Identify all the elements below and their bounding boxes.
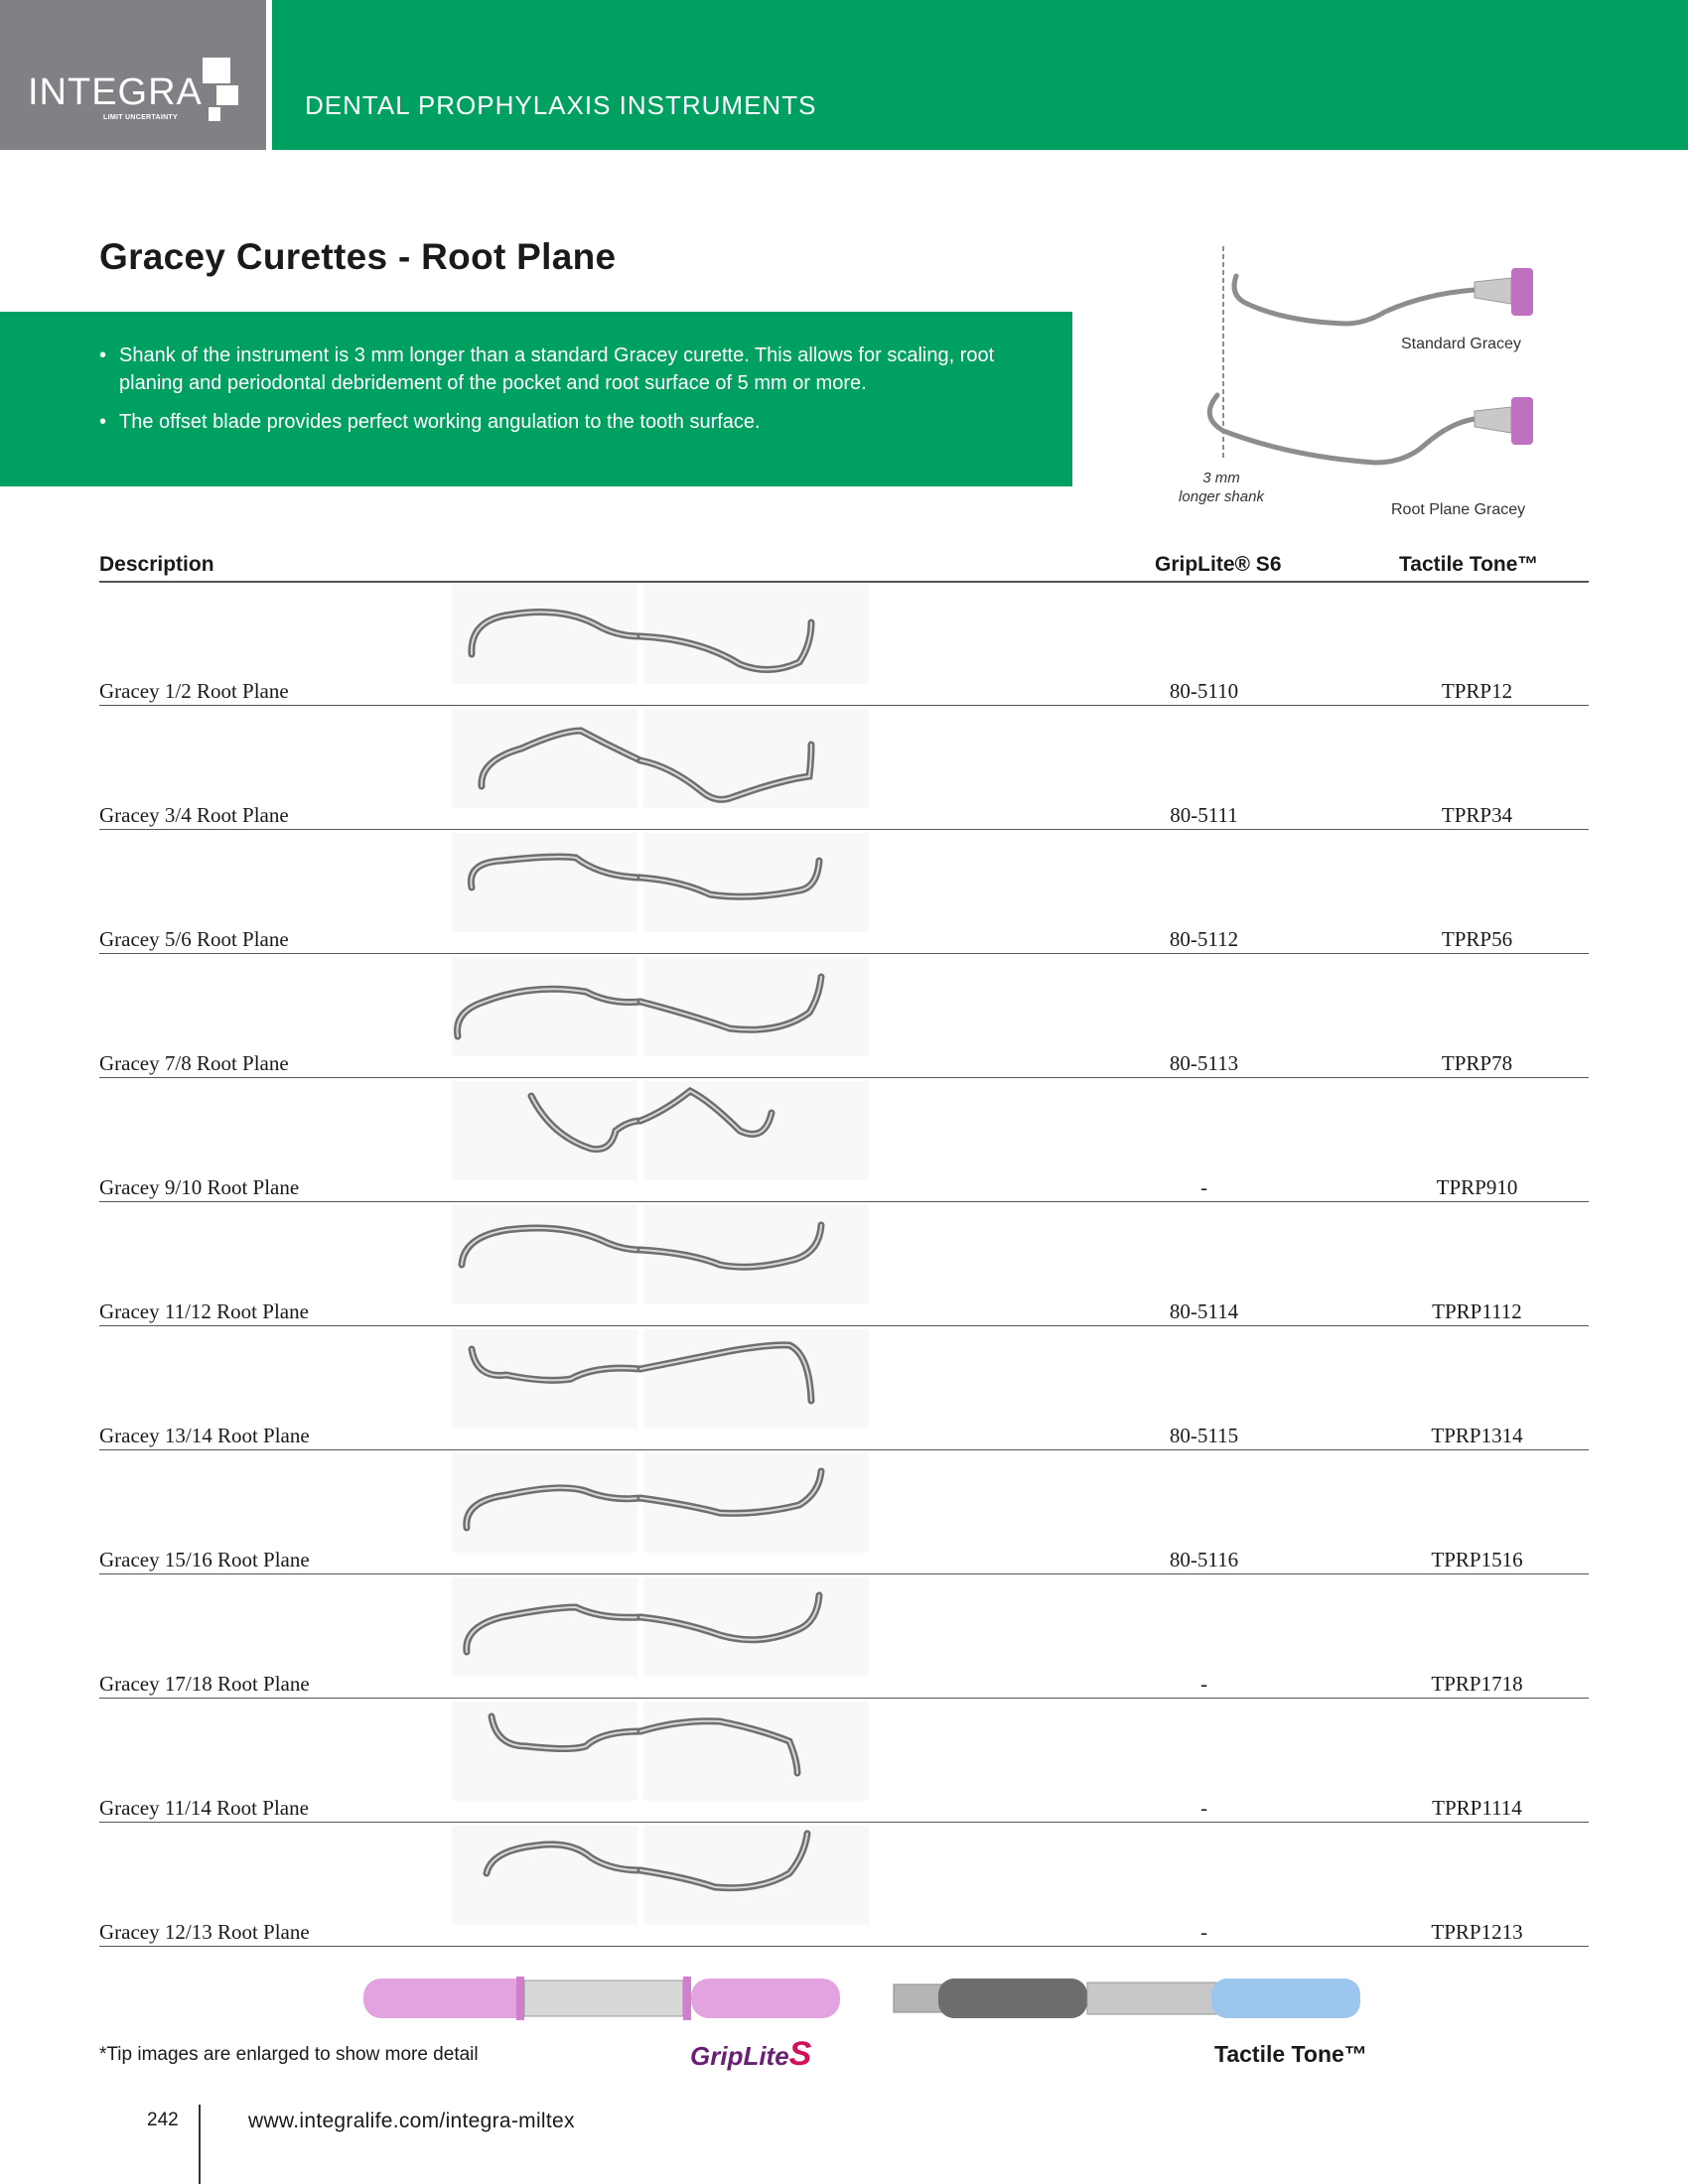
page-number: 242 xyxy=(147,2110,179,2130)
product-description: Gracey 17/18 Root Plane xyxy=(99,1672,310,1696)
col-griplite-header: GripLite® S6 xyxy=(1155,553,1282,576)
section-header-bar xyxy=(272,0,1688,150)
griplite-code: - xyxy=(1200,1672,1207,1696)
griplite-code: 80-5114 xyxy=(1169,1299,1239,1323)
instrument-tip-image xyxy=(452,957,869,1056)
table-row xyxy=(99,829,1589,954)
instrument-tip-image xyxy=(452,1081,869,1180)
footer-url[interactable]: www.integralife.com/integra-miltex xyxy=(248,2110,575,2132)
product-description: Gracey 7/8 Root Plane xyxy=(99,1051,289,1075)
tactile-tone-code: TPRP56 xyxy=(1441,927,1513,951)
instrument-tip-image xyxy=(452,1205,869,1304)
table-row xyxy=(99,953,1589,1078)
product-description: Gracey 11/12 Root Plane xyxy=(99,1299,309,1323)
instrument-tip-image xyxy=(452,1453,869,1553)
root-plane-gracey-label: Root Plane Gracey xyxy=(1391,501,1526,518)
tactile-tone-code: TPRP1213 xyxy=(1431,1920,1523,1944)
instrument-tip-image xyxy=(452,1826,869,1925)
griplite-logo-text: GripLite xyxy=(690,2041,789,2071)
col-description-header: Description xyxy=(99,553,214,576)
feature-item: • The offset blade provides perfect working angulation to the tooth surface. xyxy=(99,408,1053,436)
griplite-code: 80-5116 xyxy=(1169,1548,1239,1571)
instrument-tip-image xyxy=(452,709,869,808)
table-row xyxy=(99,1077,1589,1202)
tactile-tone-code: TPRP1516 xyxy=(1431,1548,1523,1571)
tactile-tone-code: TPRP1112 xyxy=(1432,1299,1522,1323)
section-title: DENTAL PROPHYLAXIS INSTRUMENTS xyxy=(305,90,817,120)
tactile-tone-code: TPRP12 xyxy=(1441,679,1513,703)
product-description: Gracey 11/14 Root Plane xyxy=(99,1796,309,1820)
griplite-code: - xyxy=(1200,1175,1207,1199)
tactile-tone-handle-image xyxy=(894,1979,1360,2018)
table-row xyxy=(99,581,1589,706)
griplite-code: - xyxy=(1200,1920,1207,1944)
table-row xyxy=(99,705,1589,830)
tactile-tone-code: TPRP1114 xyxy=(1432,1796,1522,1820)
table-row xyxy=(99,1573,1589,1699)
griplite-code: 80-5113 xyxy=(1169,1051,1239,1075)
table-row xyxy=(99,1325,1589,1450)
features-list xyxy=(99,341,1053,447)
shank-note-line-2: longer shank xyxy=(1179,488,1264,505)
table-row xyxy=(99,1449,1589,1574)
col-tactile-header: Tactile Tone™ xyxy=(1399,553,1539,576)
griplite-logo-mark: S xyxy=(788,2035,812,2073)
product-description: Gracey 15/16 Root Plane xyxy=(99,1548,310,1571)
instrument-tip-image xyxy=(452,1329,869,1429)
brand-block xyxy=(0,0,266,150)
brand-logo-text: INTEGRA xyxy=(28,71,203,113)
instrument-tip-image xyxy=(452,833,869,932)
table-header xyxy=(99,549,1589,583)
product-description: Gracey 1/2 Root Plane xyxy=(99,679,289,703)
griplite-code: 80-5111 xyxy=(1170,803,1238,827)
table-row xyxy=(99,1822,1589,1947)
tactile-tone-code: TPRP1314 xyxy=(1431,1424,1523,1447)
product-description: Gracey 12/13 Root Plane xyxy=(99,1920,310,1944)
features-box xyxy=(0,312,1072,486)
instrument-tip-image xyxy=(452,1702,869,1801)
product-description: Gracey 3/4 Root Plane xyxy=(99,803,289,827)
tactile-tone-code: TPRP1718 xyxy=(1431,1672,1523,1696)
product-description: Gracey 13/14 Root Plane xyxy=(99,1424,310,1447)
page-title: Gracey Curettes - Root Plane xyxy=(99,236,617,277)
shank-comparison-diagram xyxy=(1152,238,1569,526)
griplite-handle-image xyxy=(363,1977,840,2020)
instrument-tip-image xyxy=(452,1577,869,1677)
shank-note-line-1: 3 mm xyxy=(1202,470,1240,486)
table-row xyxy=(99,1698,1589,1823)
tactile-tone-code: TPRP910 xyxy=(1436,1175,1518,1199)
footnote: *Tip images are enlarged to show more detail xyxy=(99,2044,479,2065)
longer-shank-note xyxy=(1172,469,1271,506)
griplite-code: 80-5110 xyxy=(1169,679,1239,703)
footer-divider xyxy=(199,2105,201,2184)
tactile-tone-logo: Tactile Tone™ xyxy=(1214,2041,1367,2067)
standard-gracey-label: Standard Gracey xyxy=(1401,336,1521,352)
griplite-logo xyxy=(690,2035,811,2074)
product-description: Gracey 9/10 Root Plane xyxy=(99,1175,300,1199)
product-description: Gracey 5/6 Root Plane xyxy=(99,927,289,951)
griplite-code: 80-5115 xyxy=(1169,1424,1239,1447)
instrument-tip-image xyxy=(452,585,869,684)
handle-illustrations xyxy=(357,1971,1400,2040)
tactile-tone-code: TPRP78 xyxy=(1441,1051,1513,1075)
griplite-code: 80-5112 xyxy=(1169,927,1239,951)
table-row xyxy=(99,1201,1589,1326)
brand-mark-icon xyxy=(199,58,242,127)
brand-tagline: LIMIT UNCERTAINTY xyxy=(103,114,178,121)
griplite-code: - xyxy=(1200,1796,1207,1820)
feature-item: • Shank of the instrument is 3 mm longer than a standard Gracey curette. This allows for scaling, root planing and periodontal debridement of the pocket and root surface of 5 mm or more. xyxy=(99,341,1053,397)
tactile-tone-code: TPRP34 xyxy=(1441,803,1513,827)
